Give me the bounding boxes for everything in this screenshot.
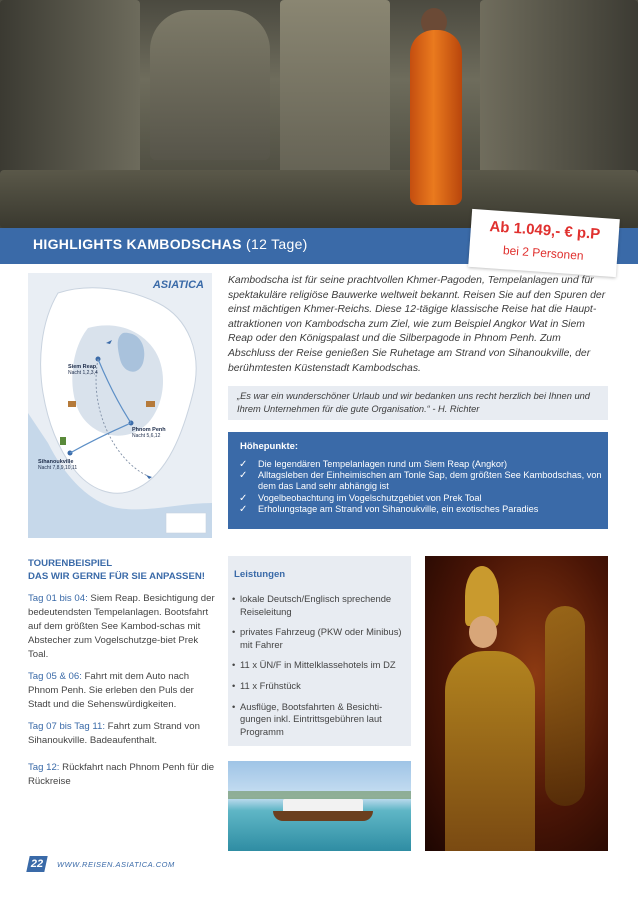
checkmark-icon: ✓ [239,492,248,504]
map-label-siem-reap: Siem Reap Nacht 1,2,3,4 [68,364,98,376]
tour-day-entry: Tag 05 & 06: Fahrt mit dem Auto nach Phnom Penh. Sie erleben den Puls der Stadt und die Sehenswürdigkeiten. [28,671,194,710]
bullet-icon: • [232,593,236,604]
dancer-background-figure [545,606,585,806]
services-list [232,593,408,746]
price-main: Ab 1.049,- € p.P [488,218,601,243]
bullet-icon: • [232,626,236,638]
monk-figure [410,30,462,205]
highlight-item: ✓ Erholungstage am Strand von Sihanoukville, ein exotisches Paradies [239,503,539,515]
footer-url: WWW.REISEN.ASIATICA.COM [57,860,175,869]
tour-heading-line2: DAS WIR GERNE FÜR SIE ANPASSEN! [28,571,205,582]
highlights-title: Höhepunkte: [240,441,299,452]
checkmark-icon: ✓ [239,503,248,515]
tour-day-entry: Tag 07 bis Tag 11: Fahrt zum Strand von Sihanoukville. Badeaufenthalt. [28,721,200,746]
service-item: • 11 x Frühstück [232,679,301,691]
tour-heading-line1: TOURENBEISPIEL [28,558,113,569]
beach-icon [60,437,66,445]
map-label-sihanoukville: Sihanoukville Nacht 7,8,9,10,11 [38,459,78,471]
highlight-item: ✓ Die legendären Tempelanlagen rund um Siem Reap (Angkor) [239,459,508,470]
highlights-list [237,459,607,515]
distant-island [228,791,411,799]
map-legend [166,513,206,533]
dancer-photo [425,556,608,851]
route-map [28,273,212,538]
intro-text: Kambodscha ist für seine prachtvollen Khmer-Pagoden, Tempelanlagen und für spektakuläre religiöse Bauwerke weltweit bekannt. Reisen Sie auf den Spuren der einst mächtigen Khmer-Reichs. Diese 12-tägige klassische Reise hat die Haupt-attraktionen von Kambodscha zum Ziel, wie zum Beispiel Angkor Wat in Siem Reap oder den Königspalast und die Silberpagode in Phnom Penh. Zum Abschluss der Reise genießen Sie Ruhetage am Strand von Sihanoukville, der berühmtesten Küstenstadt Kambodschas. [228,275,606,374]
title-duration: (12 Tage) [246,236,308,252]
tour-day-entry: Tag 12: Rückfahrt nach Phnom Penh für die Rückreise [28,762,215,787]
bullet-icon: • [232,659,236,671]
hero-temple-photo [0,0,638,228]
service-item: • 11 x ÜN/F in Mittelklassehotels im DZ [232,659,396,671]
palace-icon [146,401,155,407]
customer-quote: „Es war ein wunderschöner Urlaub und wir bedanken uns recht herzlich bei Ihnen und Ihrem Unternehmen für die gute Organisation.“ - H. Richter [237,391,590,414]
map-logo: ASIATICA [152,279,204,291]
dancer-costume [445,651,535,851]
title-main: HIGHLIGHTS KAMBODSCHAS [33,236,242,252]
dancer-face [469,616,497,648]
page-number: 22 [26,856,47,872]
checkmark-icon: ✓ [239,459,248,470]
bullet-icon: • [232,700,236,712]
temple-tower [150,10,270,160]
boat-photo [228,761,411,851]
checkmark-icon: ✓ [239,470,248,482]
map-graphic [28,273,212,538]
boat-hull [273,811,373,821]
highlight-item: ✓ Alltagsleben der Einheimischen am Tonle Sap, dem größten See Kambodschas, von dem das Land sehr abhängig ist [239,470,602,492]
service-item: • privates Fahrzeug (PKW oder Minibus) mit Fahrer [232,626,402,650]
price-badge [468,209,620,277]
tour-heading [28,557,205,583]
map-label-phnom-penh: Phnom Penh Nacht 5,6,12 [132,427,166,439]
page-title [33,236,308,252]
temple-icon [68,401,76,407]
tour-day-entry: Tag 01 bis 04: Siem Reap. Besichtigung der bedeutendsten Tempelanlagen. Bootsfahrt auf dem größten See Kambod-schas mit Abstecher zum Vogelschutzge-biet Prek Toal. [28,593,215,660]
service-item: • Ausflüge, Bootsfahrten & Besichti-gungen inkl. Eintrittsgebühren laut Programm [232,700,383,737]
price-sub: bei 2 Personen [502,243,585,263]
bullet-icon: • [232,679,236,691]
service-item: • lokale Deutsch/Englisch sprechende Reiseleitung [232,593,392,617]
highlight-item: ✓ Vogelbeobachtung im Vogelschutzgebiet von Prek Toal [239,492,482,504]
services-title: Leistungen [234,569,286,580]
